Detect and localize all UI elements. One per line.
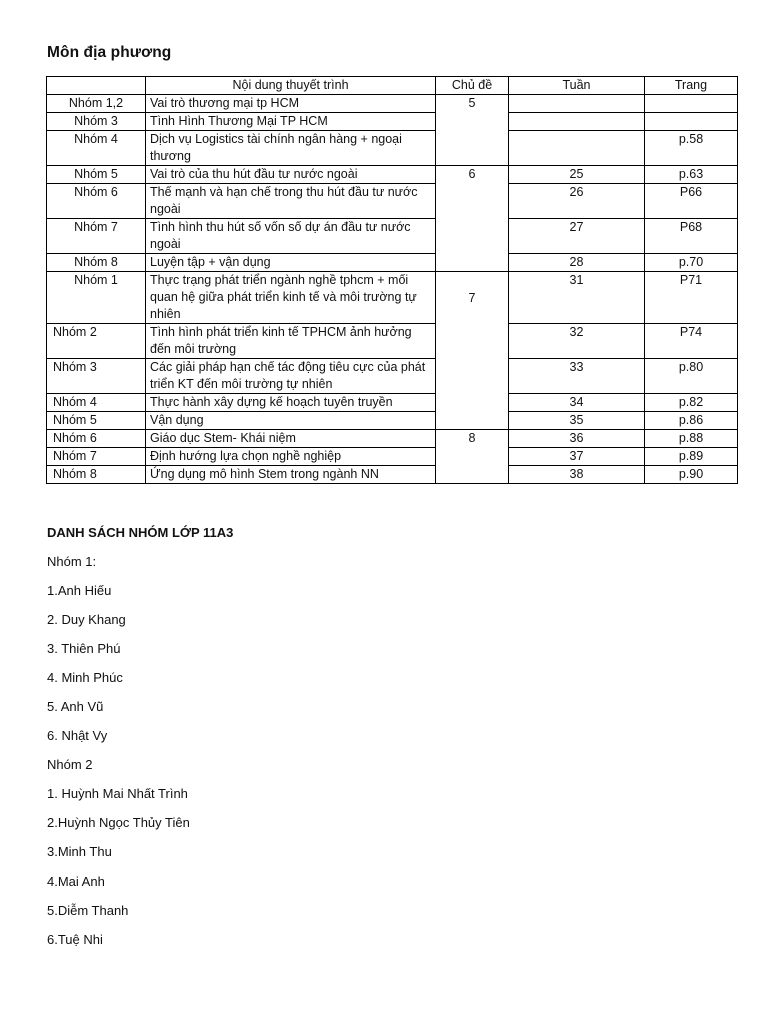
page-cell: p.88 — [645, 430, 738, 448]
list-item: 4. Minh Phúc — [47, 670, 123, 686]
week-cell: 26 — [509, 184, 645, 219]
week-cell — [509, 113, 645, 131]
week-cell — [509, 95, 645, 113]
page-cell: P74 — [645, 324, 738, 359]
group-cell: Nhóm 2 — [47, 324, 146, 359]
table-row — [47, 394, 738, 412]
group-cell: Nhóm 8 — [47, 254, 146, 272]
content-cell: Giáo dục Stem- Khái niệm — [146, 430, 436, 448]
list-item: 1.Anh Hiếu — [47, 583, 112, 599]
group-cell: Nhóm 7 — [47, 219, 146, 254]
header-topic: Chủ đề — [436, 77, 509, 95]
list-item: 4.Mai Anh — [47, 873, 105, 889]
page-cell: P68 — [645, 219, 738, 254]
list-item: 3. Thiên Phú — [47, 641, 121, 657]
content-cell: Tình Hình Thương Mại TP HCM — [146, 113, 436, 131]
table-row — [47, 324, 738, 359]
page-cell: p.82 — [645, 394, 738, 412]
week-cell: 35 — [509, 412, 645, 430]
list-item: 3.Minh Thu — [47, 844, 112, 860]
content-cell: Thực hành xây dựng kế hoạch tuyên truyền — [146, 394, 436, 412]
content-cell: Định hướng lựa chọn nghề nghiệp — [146, 448, 436, 466]
week-cell: 27 — [509, 219, 645, 254]
group-cell: Nhóm 7 — [47, 448, 146, 466]
table-row — [47, 359, 738, 394]
page-title: Môn địa phương — [47, 44, 172, 61]
group-cell: Nhóm 3 — [47, 359, 146, 394]
content-cell: Dịch vụ Logistics tài chính ngân hàng + ngoại thương — [146, 131, 436, 166]
page-cell — [645, 113, 738, 131]
group-cell: Nhóm 1 — [47, 272, 146, 324]
table-row — [47, 254, 738, 272]
page-cell: p.90 — [645, 466, 738, 484]
group-cell: Nhóm 4 — [47, 394, 146, 412]
list-item: 2.Huỳnh Ngọc Thủy Tiên — [47, 815, 190, 831]
table-row — [47, 113, 738, 131]
list-item: 2. Duy Khang — [47, 612, 126, 628]
presentation-schedule-table — [46, 76, 738, 484]
list-item: 1. Huỳnh Mai Nhất Trình — [47, 786, 188, 802]
week-cell: 32 — [509, 324, 645, 359]
list-item: 6.Tuệ Nhi — [47, 931, 103, 947]
header-content: Nội dung thuyết trình — [146, 77, 436, 95]
header-page: Trang — [645, 77, 738, 95]
content-cell: Vai trò thương mại tp HCM — [146, 95, 436, 113]
week-cell: 31 — [509, 272, 645, 324]
content-cell: Thực trạng phát triển ngành nghề tphcm + mối quan hệ giữa phát triển kinh tế và môi trường tự nhiên — [146, 272, 436, 324]
week-cell: 25 — [509, 166, 645, 184]
group-cell: Nhóm 6 — [47, 430, 146, 448]
week-cell: 36 — [509, 430, 645, 448]
group-cell: Nhóm 3 — [47, 113, 146, 131]
table-row — [47, 95, 738, 113]
table-row — [47, 219, 738, 254]
table-row — [47, 184, 738, 219]
group-list-title: DANH SÁCH NHÓM LỚP 11A3 — [47, 525, 234, 540]
content-cell: Thế mạnh và hạn chế trong thu hút đầu tư nước ngoài — [146, 184, 436, 219]
content-cell: Luyện tập + vận dụng — [146, 254, 436, 272]
list-item: Nhóm 2 — [47, 757, 93, 773]
group-cell: Nhóm 5 — [47, 412, 146, 430]
table-row — [47, 412, 738, 430]
group-cell: Nhóm 1,2 — [47, 95, 146, 113]
topic-cell: 8 — [436, 430, 509, 484]
content-cell: Vận dụng — [146, 412, 436, 430]
week-cell — [509, 131, 645, 166]
topic-cell: 5 — [436, 95, 509, 166]
table-row — [47, 131, 738, 166]
content-cell: Tình hình phát triển kinh tế TPHCM ảnh hưởng đến môi trường — [146, 324, 436, 359]
week-cell: 33 — [509, 359, 645, 394]
group-member-list — [47, 553, 190, 960]
page-cell: P66 — [645, 184, 738, 219]
content-cell: Vai trò của thu hút đầu tư nước ngoài — [146, 166, 436, 184]
topic-cell: 7 — [436, 272, 509, 430]
header-week: Tuần — [509, 77, 645, 95]
table-row — [47, 272, 738, 324]
group-cell: Nhóm 6 — [47, 184, 146, 219]
content-cell: Tình hình thu hút số vốn số dự án đầu tư nước ngoài — [146, 219, 436, 254]
page-cell: p.58 — [645, 131, 738, 166]
table-row — [47, 466, 738, 484]
table-row — [47, 430, 738, 448]
content-cell: Các giải pháp hạn chế tác động tiêu cực của phát triển KT đến môi trường tự nhiên — [146, 359, 436, 394]
header-group — [47, 77, 146, 95]
week-cell: 34 — [509, 394, 645, 412]
page-cell — [645, 95, 738, 113]
week-cell: 38 — [509, 466, 645, 484]
table-row — [47, 448, 738, 466]
list-item: 6. Nhật Vy — [47, 728, 108, 744]
table-header-row — [47, 77, 738, 95]
group-cell: Nhóm 4 — [47, 131, 146, 166]
list-item: 5.Diễm Thanh — [47, 902, 129, 918]
page-cell: p.86 — [645, 412, 738, 430]
page-cell: p.89 — [645, 448, 738, 466]
group-cell: Nhóm 5 — [47, 166, 146, 184]
page-cell: P71 — [645, 272, 738, 324]
group-cell: Nhóm 8 — [47, 466, 146, 484]
week-cell: 28 — [509, 254, 645, 272]
page-cell: p.63 — [645, 166, 738, 184]
list-item: 5. Anh Vũ — [47, 699, 104, 715]
list-item: Nhóm 1: — [47, 554, 97, 569]
content-cell: Ứng dụng mô hình Stem trong ngành NN — [146, 466, 436, 484]
page-cell: p.80 — [645, 359, 738, 394]
topic-cell: 6 — [436, 166, 509, 272]
page-cell: p.70 — [645, 254, 738, 272]
table-row — [47, 166, 738, 184]
week-cell: 37 — [509, 448, 645, 466]
